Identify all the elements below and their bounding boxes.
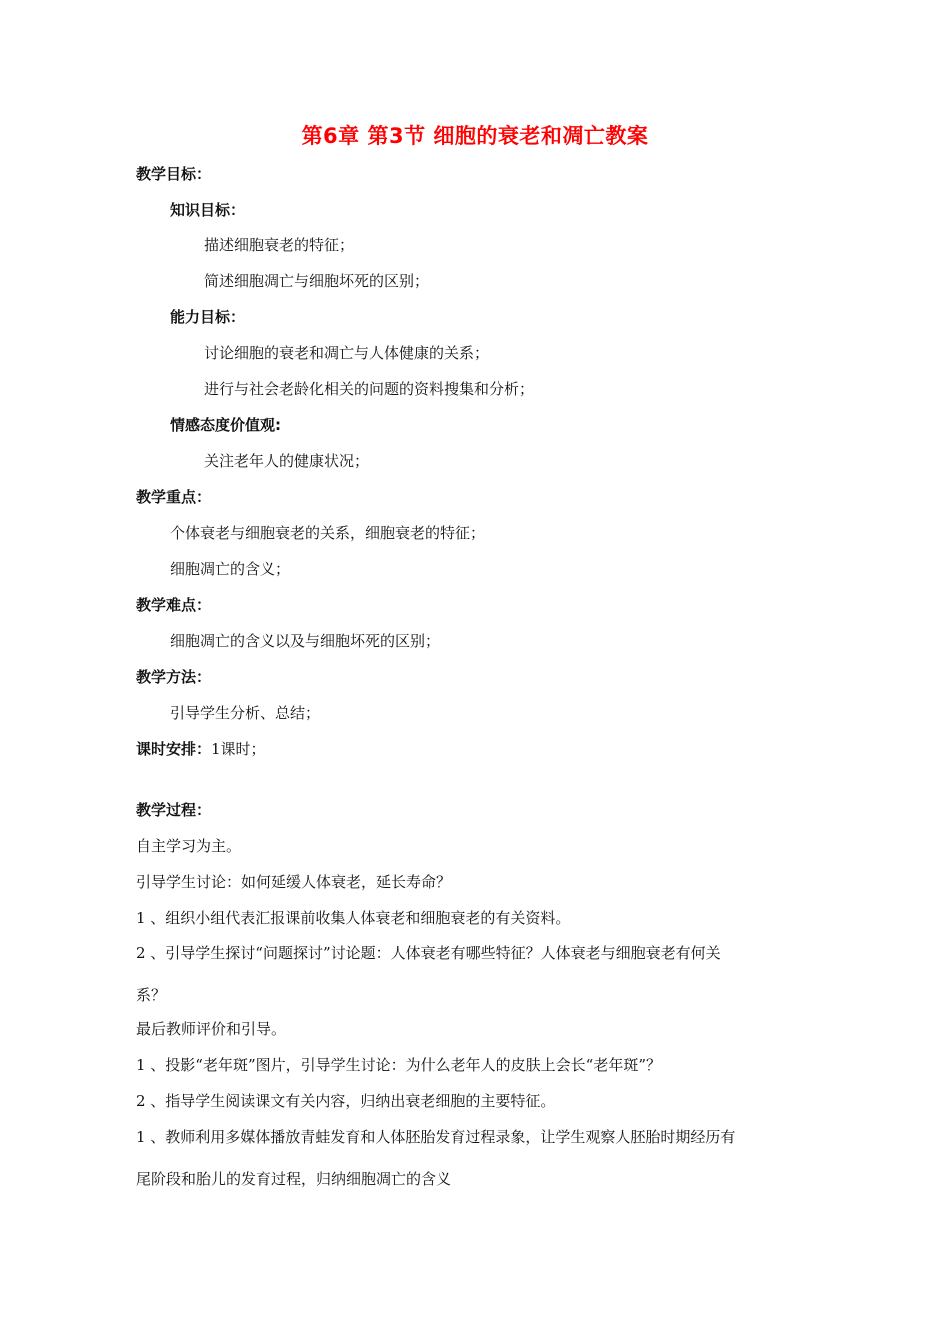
document-title: 第6章 第3节 细胞的衰老和凋亡教案 bbox=[301, 124, 649, 148]
process-heading: 教学过程： bbox=[136, 801, 212, 819]
key-points-heading: 教学重点： bbox=[136, 488, 212, 506]
knowledge-objectives-heading: 知识目标： bbox=[170, 201, 246, 219]
process-line: 最后教师评价和引导。 bbox=[136, 1020, 287, 1038]
method-item: 引导学生分析、总结； bbox=[170, 704, 321, 722]
process-line: 尾阶段和胎儿的发育过程，归纳细胞凋亡的含义 bbox=[136, 1170, 452, 1188]
objectives-heading: 教学目标： bbox=[136, 165, 212, 183]
process-line: 自主学习为主。 bbox=[136, 837, 242, 855]
schedule-value: 1课时； bbox=[211, 740, 266, 758]
knowledge-objective-item: 简述细胞凋亡与细胞坏死的区别； bbox=[204, 272, 430, 290]
process-line: 系？ bbox=[136, 986, 167, 1004]
emotion-objectives-heading: 情感态度价值观: bbox=[170, 416, 281, 434]
key-point-item: 个体衰老与细胞衰老的关系，细胞衰老的特征； bbox=[170, 524, 486, 542]
schedule-line bbox=[136, 739, 266, 759]
process-line: 1 、组织小组代表汇报课前收集人体衰老和细胞衰老的有关资料。 bbox=[136, 909, 571, 927]
ability-objective-item: 进行与社会老龄化相关的问题的资料搜集和分析； bbox=[204, 380, 535, 398]
process-line: 1 、投影“老年斑”图片，引导学生讨论：为什么老年人的皮肤上会长“老年斑”？ bbox=[136, 1056, 661, 1074]
process-line: 1 、教师利用多媒体播放青蛙发育和人体胚胎发育过程录象，让学生观察人胚胎时期经历有 bbox=[136, 1128, 736, 1146]
difficulty-item: 细胞凋亡的含义以及与细胞坏死的区别； bbox=[170, 632, 441, 650]
ability-objective-item: 讨论细胞的衰老和凋亡与人体健康的关系； bbox=[204, 344, 490, 362]
difficulties-heading: 教学难点： bbox=[136, 596, 212, 614]
process-line: 引导学生讨论：如何延缓人体衰老，延长寿命？ bbox=[136, 873, 452, 891]
knowledge-objective-item: 描述细胞衰老的特征； bbox=[204, 236, 355, 254]
schedule-heading: 课时安排： bbox=[136, 740, 212, 758]
ability-objectives-heading: 能力目标： bbox=[170, 308, 246, 326]
methods-heading: 教学方法： bbox=[136, 668, 212, 686]
process-line: 2 、指导学生阅读课文有关内容，归纳出衰老细胞的主要特征。 bbox=[136, 1092, 556, 1110]
process-line: 2 、引导学生探讨“问题探讨”讨论题：人体衰老有哪些特征？人体衰老与细胞衰老有何关 bbox=[136, 944, 721, 962]
emotion-objective-item: 关注老年人的健康状况； bbox=[204, 452, 370, 470]
key-point-item: 细胞凋亡的含义； bbox=[170, 560, 291, 578]
